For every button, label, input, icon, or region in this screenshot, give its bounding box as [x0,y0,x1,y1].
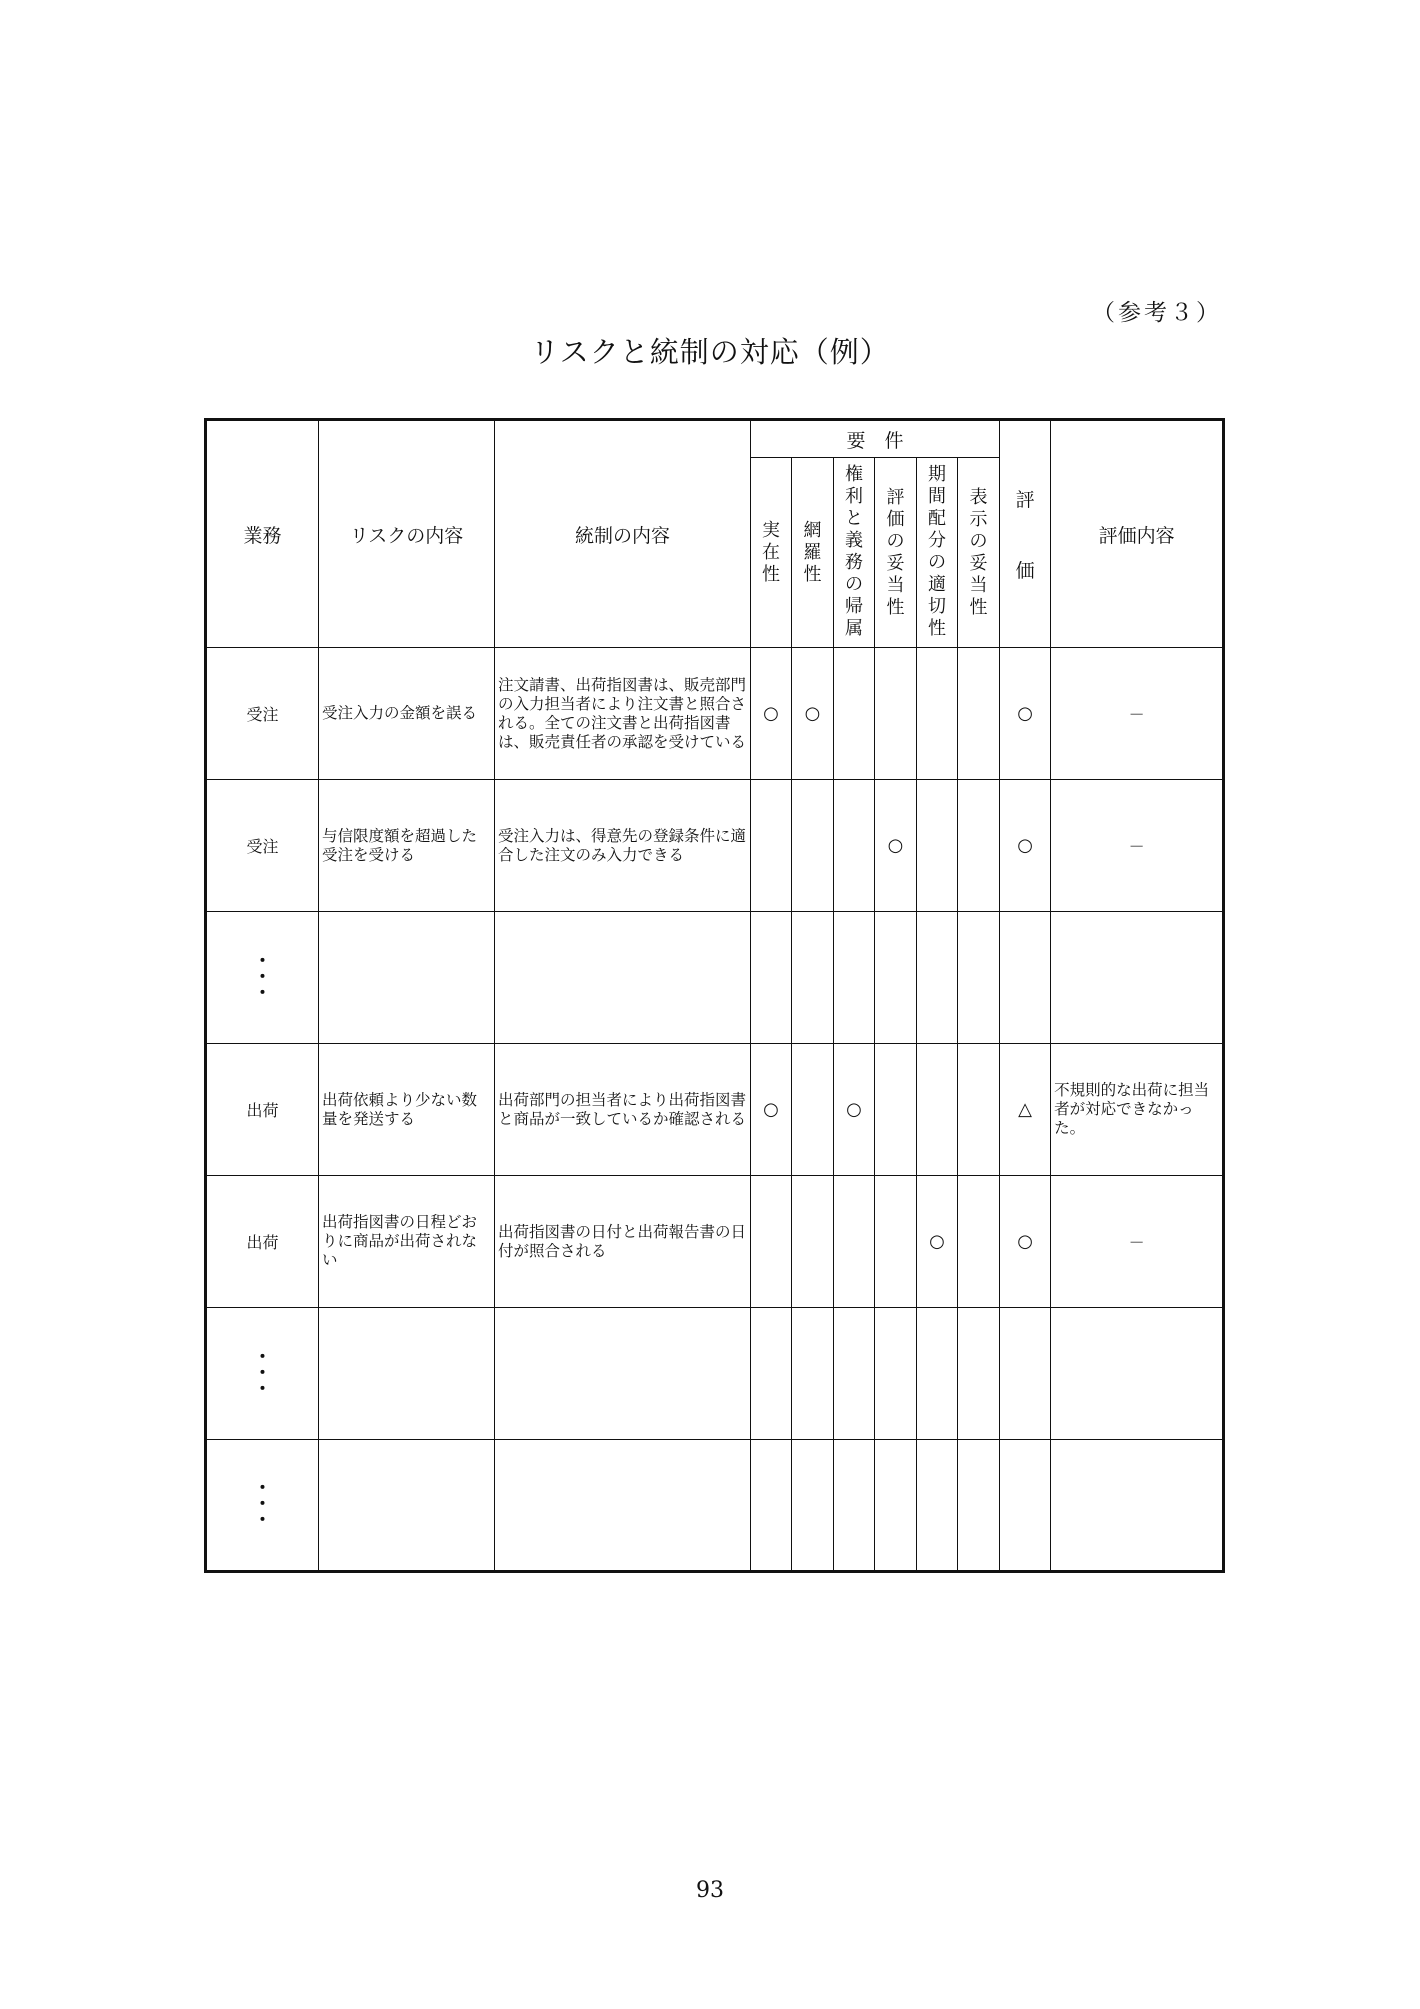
control-cell: 注文請書、出荷指図書は、販売部門の入力担当者により注文書と照合される。全ての注文書と出荷指図書は、販売責任者の承認を受けている [495,648,751,780]
header-requirements: 要 件 [751,420,1000,458]
empty-cell [958,1308,1000,1440]
control-cell: 出荷指図書の日付と出荷報告書の日付が照合される [495,1176,751,1308]
req-mark [834,780,875,912]
req-mark [834,1176,875,1308]
req-mark [875,1044,917,1176]
req-mark: ○ [792,648,834,780]
table-row [206,1176,1224,1308]
eval-mark: ○ [1000,648,1051,780]
empty-cell [875,1440,917,1572]
req-mark [917,780,958,912]
empty-cell [319,912,495,1044]
req-hyoka: 評価の妥当性 [886,486,905,618]
req-hyoka-cell [875,458,917,648]
eval-mark: ○ [1000,1176,1051,1308]
empty-cell [875,1308,917,1440]
req-mark [958,780,1000,912]
ellipsis-cell [206,1440,319,1572]
eval-mark: ○ [1000,780,1051,912]
empty-cell [958,912,1000,1044]
empty-cell [751,912,792,1044]
req-moura: 網羅性 [803,519,822,585]
empty-cell [319,1308,495,1440]
empty-cell [917,1440,958,1572]
gyomu-cell: 受注 [206,648,319,780]
risk-cell: 与信限度額を超過した受注を受ける [319,780,495,912]
empty-cell [834,1440,875,1572]
header-eval-char-2: 価 [1015,560,1035,582]
eval-detail-cell: － [1051,1176,1224,1308]
req-mark [792,1176,834,1308]
gyomu-cell: 受注 [206,780,319,912]
req-mark [875,1176,917,1308]
empty-cell [495,1308,751,1440]
req-mark: ○ [917,1176,958,1308]
req-mark [834,648,875,780]
header-gyomu: 業務 [206,420,319,648]
empty-cell [917,1308,958,1440]
req-moura-cell [792,458,834,648]
req-mark: ○ [751,648,792,780]
ellipsis-row [206,1440,1224,1572]
empty-cell [1051,1308,1224,1440]
page-title: リスクと統制の対応（例） [530,335,890,369]
req-mark [958,1044,1000,1176]
req-mark [792,780,834,912]
req-mark [958,648,1000,780]
risk-control-table [204,418,1225,1573]
req-mark [917,1044,958,1176]
ellipsis-dot: ・ [253,1362,272,1384]
ellipsis-dot: ・ [253,966,272,988]
control-cell: 出荷部門の担当者により出荷指図書と商品が一致しているか確認される [495,1044,751,1176]
empty-cell [1000,912,1051,1044]
empty-cell [751,1308,792,1440]
table-row [206,780,1224,912]
req-mark: ○ [751,1044,792,1176]
empty-cell [751,1440,792,1572]
req-mark [917,648,958,780]
empty-cell [1000,1440,1051,1572]
ellipsis-dot: ・ [253,1346,272,1368]
empty-cell [834,1308,875,1440]
req-mark: ○ [834,1044,875,1176]
table-row [206,1044,1224,1176]
req-kikan: 期間配分の適切性 [928,464,946,639]
empty-cell [875,912,917,1044]
eval-detail-cell: 不規則的な出荷に担当者が対応できなかった。 [1051,1044,1224,1176]
header-risk: リスクの内容 [319,420,495,648]
empty-cell [834,912,875,1044]
empty-cell [1051,1440,1224,1572]
req-jitsuzai: 実在性 [762,519,780,585]
gyomu-cell: 出荷 [206,1176,319,1308]
risk-cell: 出荷指図書の日程どおりに商品が出荷されない [319,1176,495,1308]
page-number: 93 [696,1878,724,1903]
req-kenri: 権利と義務の帰属 [845,464,863,639]
empty-cell [319,1440,495,1572]
req-mark [958,1176,1000,1308]
risk-cell: 出荷依頼より少ない数量を発送する [319,1044,495,1176]
empty-cell [917,912,958,1044]
ellipsis-row [206,912,1224,1044]
ellipsis-cell [206,1308,319,1440]
reference-label: （参考３） [1092,300,1222,326]
table-row [206,648,1224,780]
req-kikan-cell [917,458,958,648]
ellipsis-dot: ・ [253,1494,272,1515]
ellipsis-cell [206,912,319,1044]
req-mark [875,648,917,780]
eval-detail-cell: － [1051,780,1224,912]
header-eval-detail: 評価内容 [1051,420,1224,648]
empty-cell [792,1440,834,1572]
header-row-top [206,420,1224,458]
req-kenri-cell [834,458,875,648]
ellipsis-dot: ・ [253,1510,272,1531]
ellipsis-dot: ・ [253,1378,272,1400]
header-eval [1000,420,1051,648]
req-hyoji: 表示の妥当性 [969,486,988,618]
empty-cell [495,1440,751,1572]
ellipsis-dot: ・ [253,1478,272,1499]
empty-cell [1000,1308,1051,1440]
eval-detail-cell: － [1051,648,1224,780]
empty-cell [1051,912,1224,1044]
req-mark [751,780,792,912]
req-jitsuzai-cell [751,458,792,648]
req-hyoji-cell [958,458,1000,648]
gyomu-cell: 出荷 [206,1044,319,1176]
req-mark [751,1176,792,1308]
risk-cell: 受注入力の金額を誤る [319,648,495,780]
empty-cell [792,1308,834,1440]
req-mark [792,1044,834,1176]
empty-cell [792,912,834,1044]
empty-cell [958,1440,1000,1572]
empty-cell [495,912,751,1044]
ellipsis-row [206,1308,1224,1440]
eval-mark: △ [1000,1044,1051,1176]
control-cell: 受注入力は、得意先の登録条件に適合した注文のみ入力できる [495,780,751,912]
header-control: 統制の内容 [495,420,751,648]
header-eval-char-1: 評 [1015,489,1035,511]
ellipsis-dot: ・ [253,950,272,972]
req-mark: ○ [875,780,917,912]
ellipsis-dot: ・ [253,982,272,1004]
